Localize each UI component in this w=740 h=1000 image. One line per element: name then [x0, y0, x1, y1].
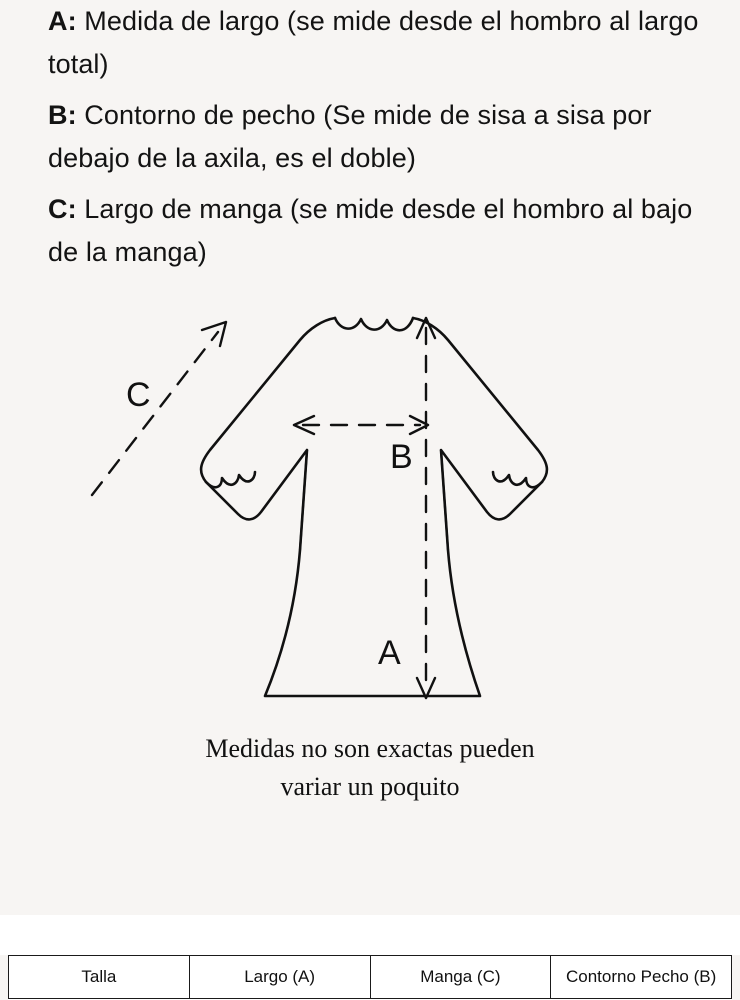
instruction-b-label: B:: [48, 100, 77, 130]
instruction-a: [48, 0, 716, 86]
size-table: [8, 955, 732, 999]
table-header-row: [9, 956, 732, 999]
dress-measurement-diagram: [60, 300, 680, 720]
dress-outline-icon: [60, 300, 680, 720]
measurement-instructions: [48, 0, 716, 282]
instruction-b-text: Contorno de pecho (Se mide de sisa a sisa por debajo de la axila, es el doble): [48, 100, 652, 173]
size-table-container: [8, 955, 732, 1000]
instruction-a-label: A:: [48, 6, 77, 36]
caption-line-1: Medidas no son exactas pueden: [205, 734, 535, 763]
instruction-c-label: C:: [48, 194, 77, 224]
arrow-sleeve-icon: [92, 322, 226, 495]
instruction-b: [48, 94, 716, 180]
arrow-chest-icon: [294, 416, 428, 434]
marker-c-label: C: [126, 376, 151, 414]
instruction-c-text: Largo de manga (se mide desde el hombro al bajo de la manga): [48, 194, 693, 267]
instruction-c: [48, 188, 716, 274]
instruction-a-text: Medida de largo (se mide desde el hombro al largo total): [48, 6, 699, 79]
table-header-talla: Talla: [9, 956, 190, 999]
table-header-contorno-pecho: Contorno Pecho (B): [551, 956, 732, 999]
table-header-manga: Manga (C): [370, 956, 551, 999]
caption-line-2: variar un poquito: [280, 772, 460, 801]
diagram-caption: [0, 730, 740, 806]
arrow-length-icon: [417, 318, 435, 698]
marker-b-label: B: [390, 438, 413, 476]
white-separator-band: [0, 915, 740, 955]
marker-a-label: A: [378, 634, 401, 672]
table-header-largo: Largo (A): [189, 956, 370, 999]
